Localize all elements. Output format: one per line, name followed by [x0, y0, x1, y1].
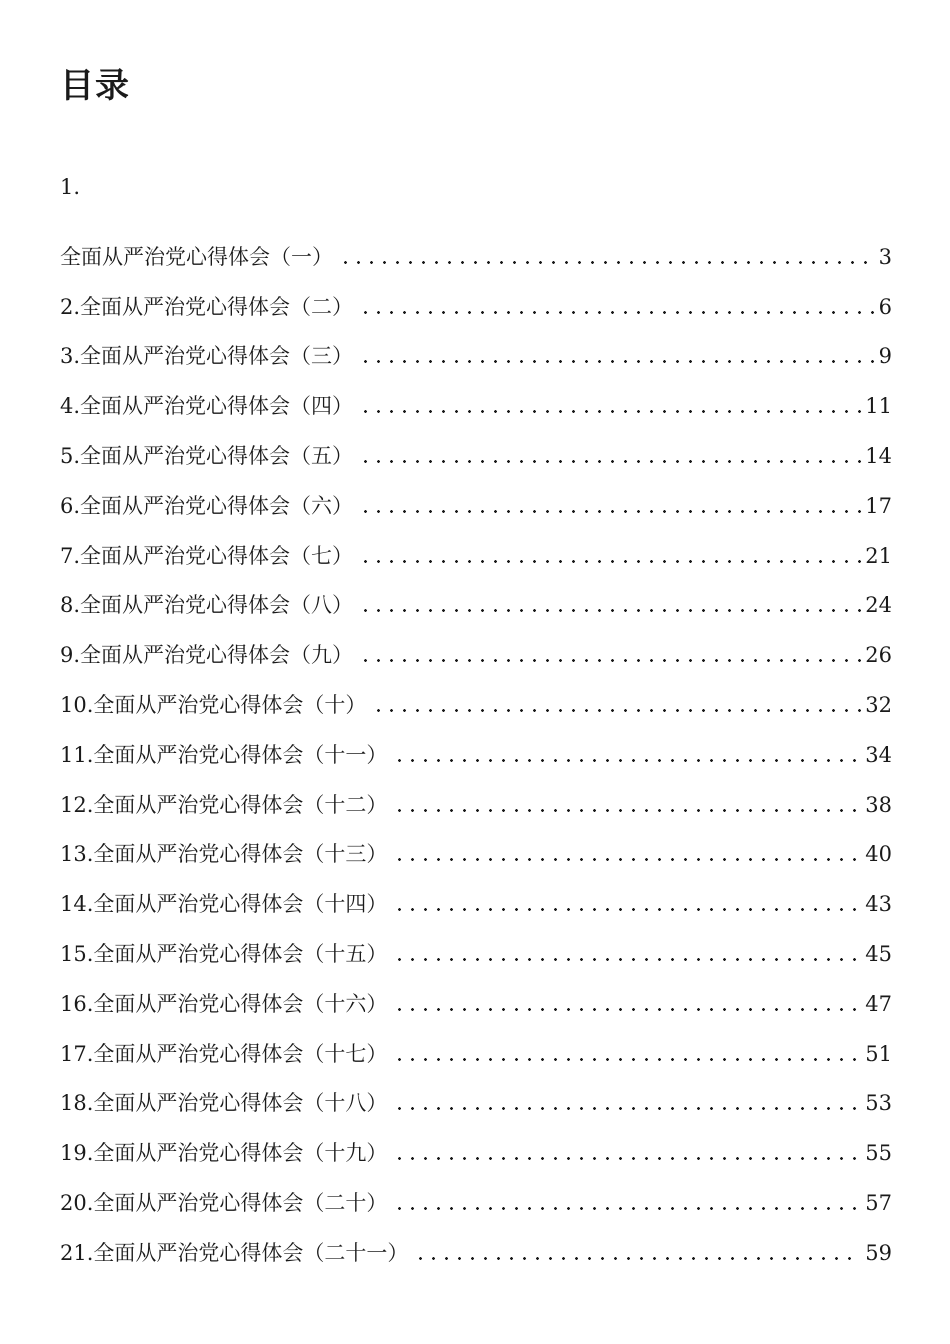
toc-entry-page-number[interactable]: 9	[878, 344, 892, 369]
toc-entry-page-number[interactable]: 38	[865, 792, 892, 817]
toc-entry-page-number[interactable]: 11	[865, 394, 892, 419]
toc-entry[interactable]	[60, 272, 892, 322]
dot-leader	[359, 510, 861, 513]
toc-entry-label[interactable]: 16.全面从严治党心得体会（十六）	[60, 991, 388, 1016]
dot-leader	[339, 261, 875, 264]
dot-leader	[393, 1207, 861, 1210]
toc-entry[interactable]	[60, 670, 892, 720]
dot-leader	[393, 958, 861, 961]
toc-title: 目录	[60, 66, 130, 106]
toc-entry[interactable]	[60, 720, 892, 770]
toc-entry[interactable]	[60, 620, 892, 670]
toc-entry-page-number[interactable]: 24	[865, 593, 892, 618]
toc-entry-page-number[interactable]: 55	[865, 1141, 892, 1166]
dot-leader	[393, 1058, 861, 1061]
toc-entry-label[interactable]: 2.全面从严治党心得体会（二）	[60, 294, 354, 319]
first-entry-number[interactable]: 1.	[60, 175, 81, 199]
toc-entry-label[interactable]: 6.全面从严治党心得体会（六）	[60, 493, 354, 518]
toc-entry-label[interactable]: 13.全面从严治党心得体会（十三）	[60, 842, 388, 867]
toc-entry[interactable]	[60, 820, 892, 870]
toc-entry-label[interactable]: 17.全面从严治党心得体会（十七）	[60, 1041, 388, 1066]
dot-leader	[359, 460, 861, 463]
dot-leader	[372, 709, 861, 712]
dot-leader	[393, 1107, 861, 1110]
toc-entry-label[interactable]: 21.全面从严治党心得体会（二十一）	[60, 1240, 409, 1265]
toc-entry[interactable]	[60, 1218, 892, 1268]
toc-entry[interactable]	[60, 969, 892, 1019]
toc-entry-page-number[interactable]: 40	[865, 842, 892, 867]
toc-entry[interactable]	[60, 1168, 892, 1218]
toc-entry-page-number[interactable]: 57	[865, 1190, 892, 1215]
toc-entry-label[interactable]: 18.全面从严治党心得体会（十八）	[60, 1091, 388, 1116]
toc-entry-page-number[interactable]: 26	[865, 643, 892, 668]
dot-leader	[393, 858, 861, 861]
toc-entry-page-number[interactable]: 14	[865, 443, 892, 468]
toc-list	[60, 222, 892, 1268]
toc-entry-label[interactable]: 11.全面从严治党心得体会（十一）	[60, 742, 388, 767]
toc-entry-page-number[interactable]: 6	[878, 294, 892, 319]
dot-leader	[359, 360, 875, 363]
toc-entry-label[interactable]: 19.全面从严治党心得体会（十九）	[60, 1141, 388, 1166]
toc-entry[interactable]	[60, 322, 892, 372]
toc-entry-page-number[interactable]: 17	[865, 493, 892, 518]
toc-entry-page-number[interactable]: 47	[865, 991, 892, 1016]
toc-entry-label[interactable]: 10.全面从严治党心得体会（十）	[60, 692, 367, 717]
toc-entry[interactable]	[60, 371, 892, 421]
dot-leader	[393, 809, 861, 812]
dot-leader	[359, 560, 861, 563]
toc-entry-label[interactable]: 20.全面从严治党心得体会（二十）	[60, 1190, 388, 1215]
toc-entry-page-number[interactable]: 32	[865, 692, 892, 717]
toc-entry-page-number[interactable]: 43	[865, 892, 892, 917]
dot-leader	[393, 1157, 861, 1160]
dot-leader	[393, 759, 861, 762]
toc-entry-page-number[interactable]: 45	[865, 941, 892, 966]
toc-entry[interactable]	[60, 1069, 892, 1119]
toc-entry[interactable]	[60, 421, 892, 471]
toc-entry-page-number[interactable]: 59	[865, 1240, 892, 1265]
dot-leader	[359, 659, 861, 662]
dot-leader	[414, 1257, 861, 1260]
toc-entry[interactable]	[60, 521, 892, 571]
toc-entry-page-number[interactable]: 21	[865, 543, 892, 568]
toc-entry-label[interactable]: 3.全面从严治党心得体会（三）	[60, 344, 354, 369]
toc-entry-label[interactable]: 4.全面从严治党心得体会（四）	[60, 394, 354, 419]
toc-entry[interactable]	[60, 471, 892, 521]
toc-entry-label[interactable]: 8.全面从严治党心得体会（八）	[60, 593, 354, 618]
dot-leader	[393, 908, 861, 911]
toc-entry[interactable]	[60, 1019, 892, 1069]
toc-entry-label[interactable]: 14.全面从严治党心得体会（十四）	[60, 892, 388, 917]
toc-entry[interactable]	[60, 571, 892, 621]
toc-entry[interactable]	[60, 869, 892, 919]
toc-entry[interactable]	[60, 1118, 892, 1168]
dot-leader	[393, 1008, 861, 1011]
toc-entry-label[interactable]: 12.全面从严治党心得体会（十二）	[60, 792, 388, 817]
toc-entry-label[interactable]: 全面从严治党心得体会（一）	[60, 244, 333, 269]
toc-entry-page-number[interactable]: 53	[865, 1091, 892, 1116]
toc-entry-label[interactable]: 7.全面从严治党心得体会（七）	[60, 543, 354, 568]
dot-leader	[359, 609, 861, 612]
toc-entry[interactable]	[60, 222, 892, 272]
toc-entry[interactable]	[60, 770, 892, 820]
dot-leader	[359, 410, 861, 413]
toc-entry-page-number[interactable]: 34	[865, 742, 892, 767]
toc-entry-page-number[interactable]: 51	[865, 1041, 892, 1066]
toc-entry[interactable]	[60, 919, 892, 969]
dot-leader	[359, 311, 875, 314]
toc-entry-label[interactable]: 9.全面从严治党心得体会（九）	[60, 643, 354, 668]
toc-entry-label[interactable]: 5.全面从严治党心得体会（五）	[60, 443, 354, 468]
toc-entry-page-number[interactable]: 3	[878, 244, 892, 269]
toc-entry-label[interactable]: 15.全面从严治党心得体会（十五）	[60, 941, 388, 966]
